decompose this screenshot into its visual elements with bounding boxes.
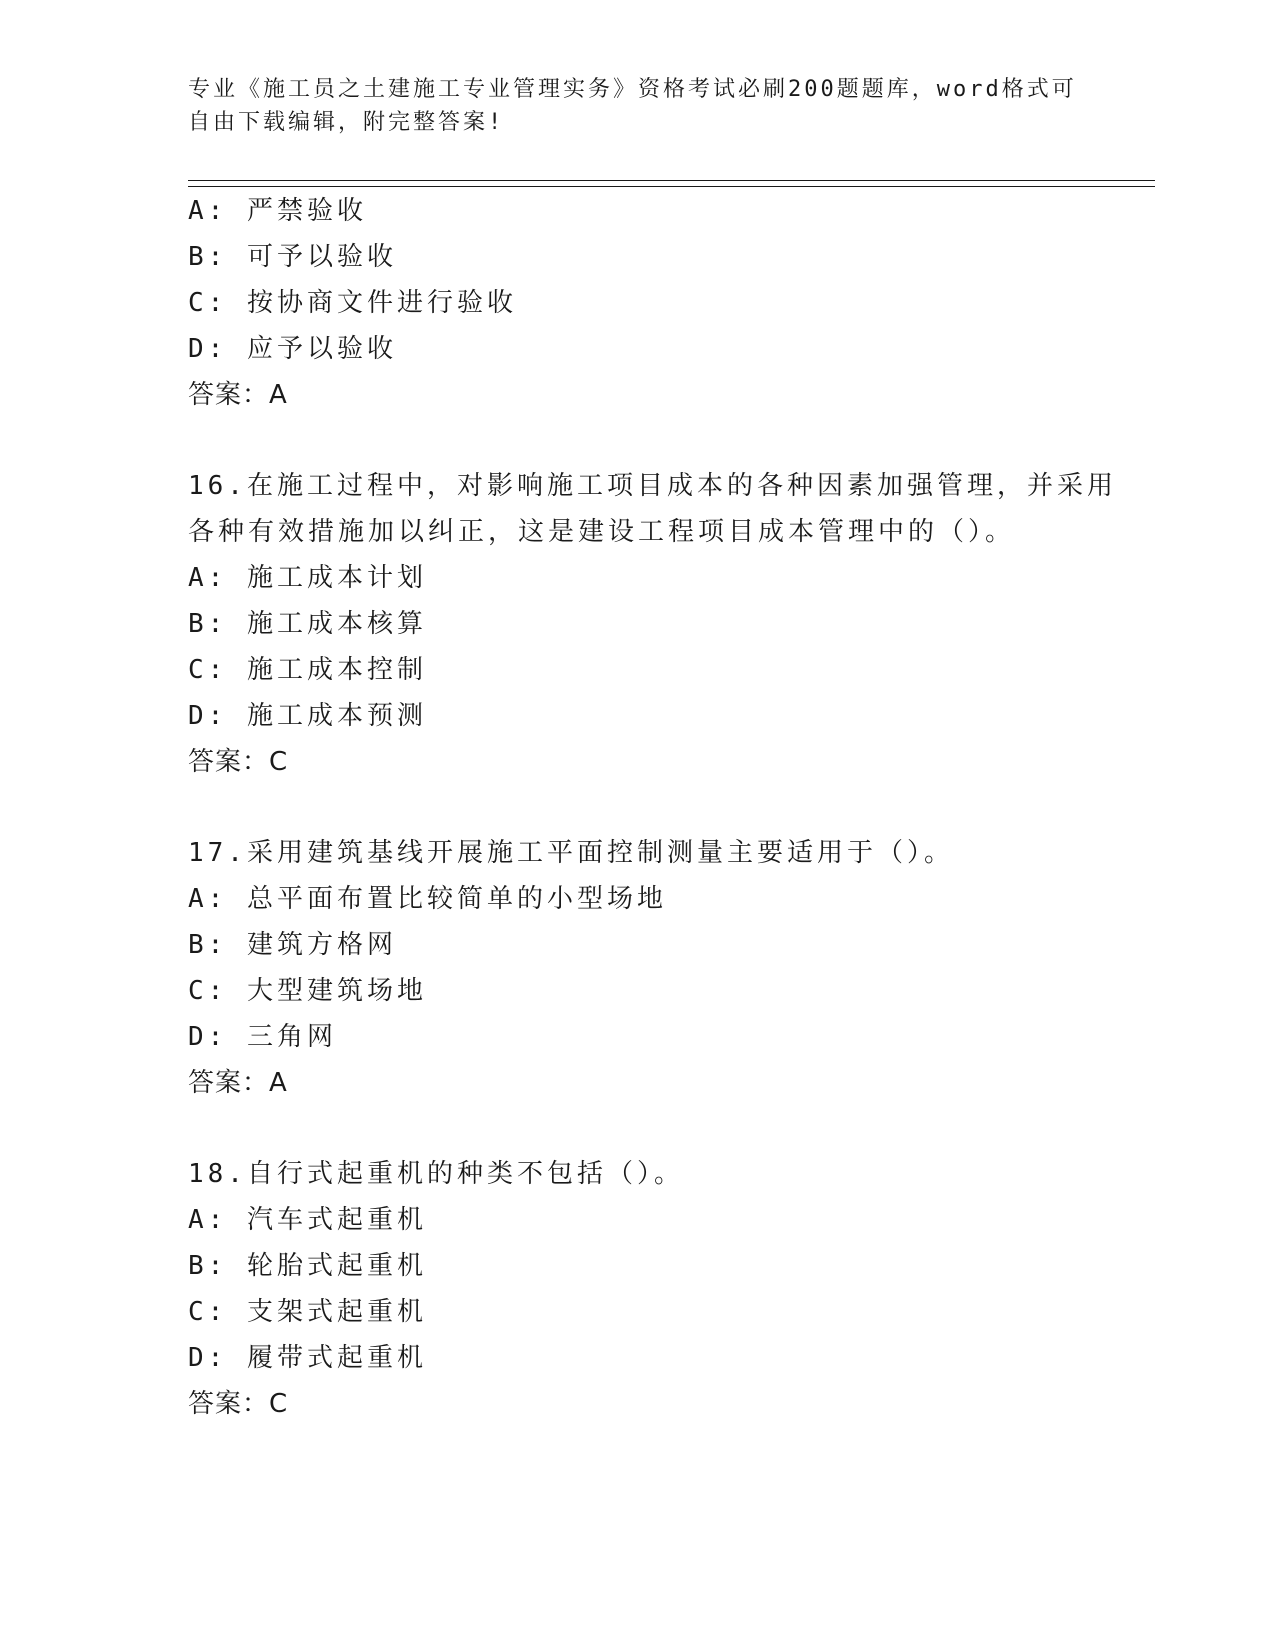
option-a: A: 施工成本计划 [188, 563, 427, 593]
answer: 答案：A [188, 380, 288, 410]
question-stem: 17.采用建筑基线开展施工平面控制测量主要适用于（）。 [188, 838, 954, 868]
question-17 [188, 830, 1088, 1106]
option-a: A: 汽车式起重机 [188, 1205, 427, 1235]
question-18 [188, 1151, 1088, 1427]
option-b: B: 施工成本核算 [188, 609, 427, 639]
question-15-partial [188, 188, 1088, 418]
header-line-2: 自由下载编辑，附完整答案! [188, 110, 505, 135]
question-stem: 18.自行式起重机的种类不包括（）。 [188, 1159, 684, 1189]
option-c: C: 施工成本控制 [188, 655, 427, 685]
option-c: C: 大型建筑场地 [188, 976, 427, 1006]
answer: 答案：C [188, 1389, 289, 1419]
question-list [188, 188, 1117, 1427]
question-stem: 16.在施工过程中，对影响施工项目成本的各种因素加强管理，并采用 [188, 471, 1117, 501]
header-divider [188, 180, 1155, 187]
document-header [188, 73, 1088, 139]
option-d: D: 应予以验收 [188, 334, 397, 364]
answer: 答案：A [188, 1068, 288, 1098]
option-d: D: 三角网 [188, 1022, 337, 1052]
option-b: B: 建筑方格网 [188, 930, 397, 960]
option-b: B: 轮胎式起重机 [188, 1251, 427, 1281]
option-a: A: 总平面布置比较简单的小型场地 [188, 884, 667, 914]
header-line-1: 专业《施工员之土建施工专业管理实务》资格考试必刷200题题库，word格式可 [188, 77, 1077, 102]
option-c: C: 支架式起重机 [188, 1297, 427, 1327]
question-stem-cont: 各种有效措施加以纠正，这是建设工程项目成本管理中的（）。 [188, 517, 1016, 547]
option-a: A: 严禁验收 [188, 196, 367, 226]
option-d: D: 履带式起重机 [188, 1343, 427, 1373]
question-16 [188, 463, 1117, 785]
option-d: D: 施工成本预测 [188, 701, 427, 731]
option-c: C: 按协商文件进行验收 [188, 288, 517, 318]
answer: 答案：C [188, 747, 289, 777]
option-b: B: 可予以验收 [188, 242, 397, 272]
